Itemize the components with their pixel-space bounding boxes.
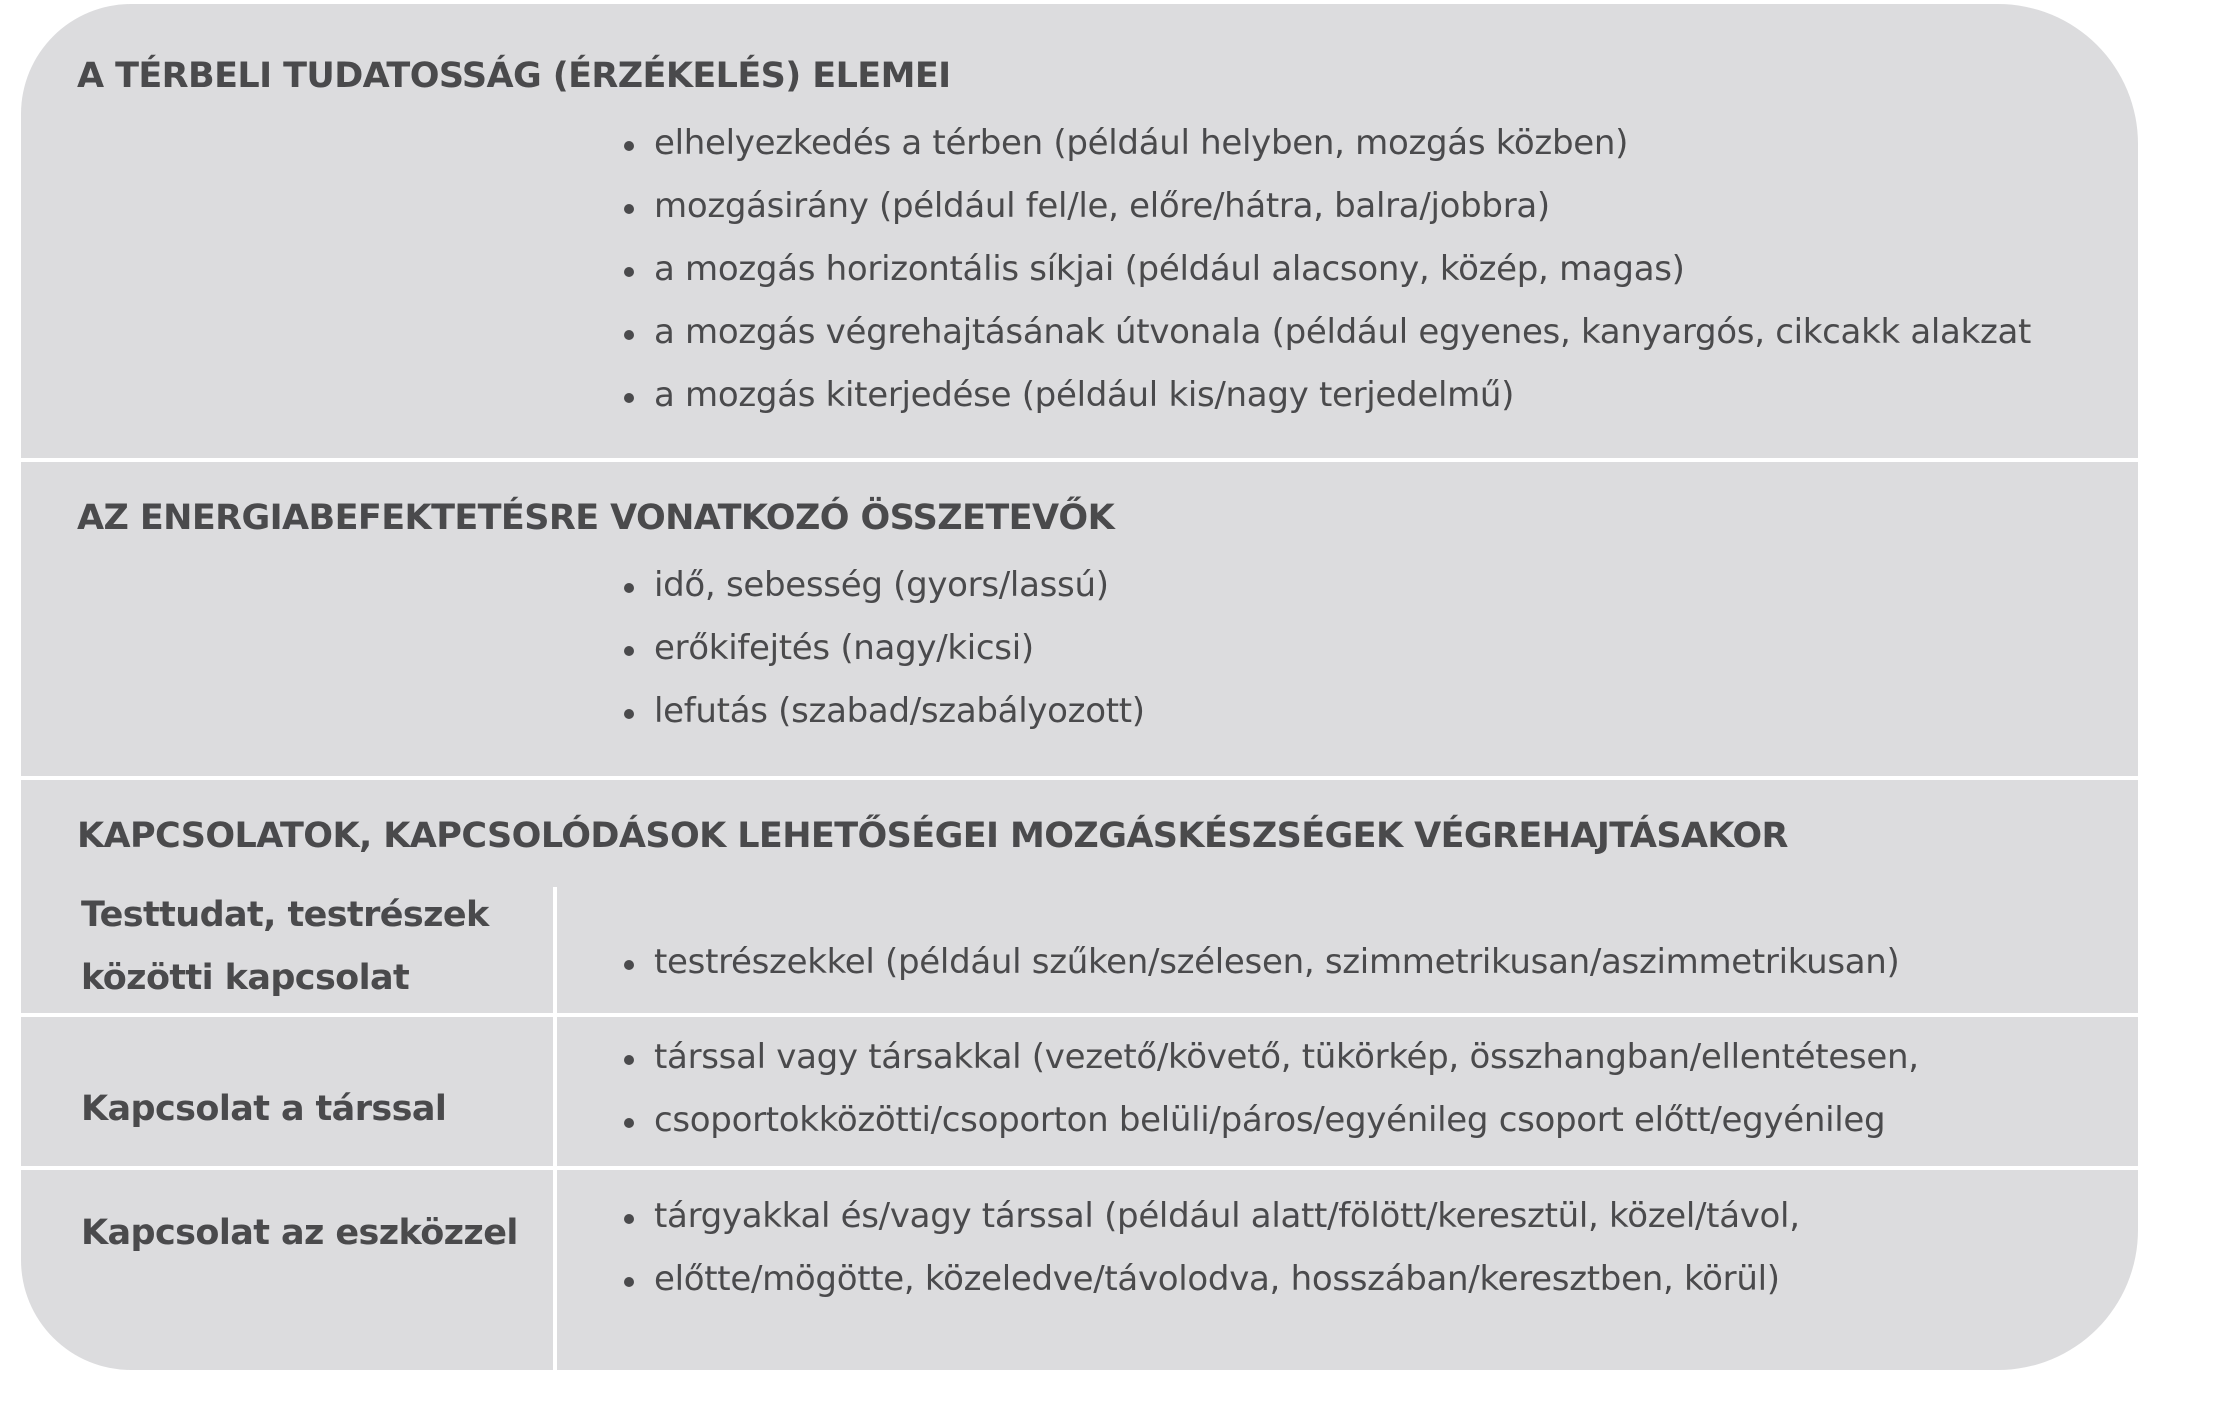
list-item: elhelyezkedés a térben (például helyben, mozgás közben) <box>621 112 2031 175</box>
list-item: erőkifejtés (nagy/kicsi) <box>621 617 1145 680</box>
list-item: idő, sebesség (gyors/lassú) <box>621 554 1145 617</box>
section-energy-heading: AZ ENERGIABEFEKTETÉSRE VONATKOZÓ ÖSSZETEVŐK <box>77 498 1115 538</box>
row-label-equipment: Kapcsolat az eszközzel <box>81 1213 518 1253</box>
column-divider <box>553 887 557 1370</box>
row-label-line: Testtudat, testrészek <box>81 895 489 935</box>
list-item: csoportokközötti/csoporton belüli/páros/egyénileg csoport előtt/egyénileg <box>621 1089 1919 1152</box>
row-divider <box>21 1166 2138 1170</box>
list-item: lefutás (szabad/szabályozott) <box>621 680 1145 743</box>
section-relations-heading: KAPCSOLATOK, KAPCSOLÓDÁSOK LEHETŐSÉGEI MOZGÁSKÉSZSÉGEK VÉGREHAJTÁSAKOR <box>77 816 1788 856</box>
list-item: a mozgás végrehajtásának útvonala (például egyenes, kanyargós, cikcakk alakzat <box>621 301 2031 364</box>
row-equipment-list <box>621 1185 1800 1311</box>
row-label-line: közötti kapcsolat <box>81 958 410 998</box>
section-energy-list <box>621 554 1145 743</box>
row-partner-list <box>621 1026 1919 1152</box>
list-item: a mozgás horizontális síkjai (például alacsony, közép, magas) <box>621 238 2031 301</box>
section-divider <box>21 776 2138 780</box>
row-body-awareness-list <box>621 931 1900 994</box>
row-label-partner: Kapcsolat a társsal <box>81 1089 447 1129</box>
list-item: tárgyakkal és/vagy társsal (például alatt/fölött/keresztül, közel/távol, <box>621 1185 1800 1248</box>
list-item: a mozgás kiterjedése (például kis/nagy terjedelmű) <box>621 364 2031 427</box>
list-item: mozgásirány (például fel/le, előre/hátra, balra/jobbra) <box>621 175 2031 238</box>
list-item: testrészekkel (például szűken/szélesen, szimmetrikusan/aszimmetrikusan) <box>621 931 1900 994</box>
list-item: előtte/mögötte, közeledve/távolodva, hosszában/keresztben, körül) <box>621 1248 1800 1311</box>
list-item: társsal vagy társakkal (vezető/követő, tükörkép, összhangban/ellentétesen, <box>621 1026 1919 1089</box>
row-label-body-awareness <box>81 884 489 1010</box>
section-spatial-awareness-list <box>621 112 2031 427</box>
movement-elements-panel <box>21 4 2138 1370</box>
section-divider <box>21 458 2138 462</box>
row-divider <box>21 1013 2138 1017</box>
section-spatial-awareness-heading: A TÉRBELI TUDATOSSÁG (ÉRZÉKELÉS) ELEMEI <box>77 56 951 96</box>
